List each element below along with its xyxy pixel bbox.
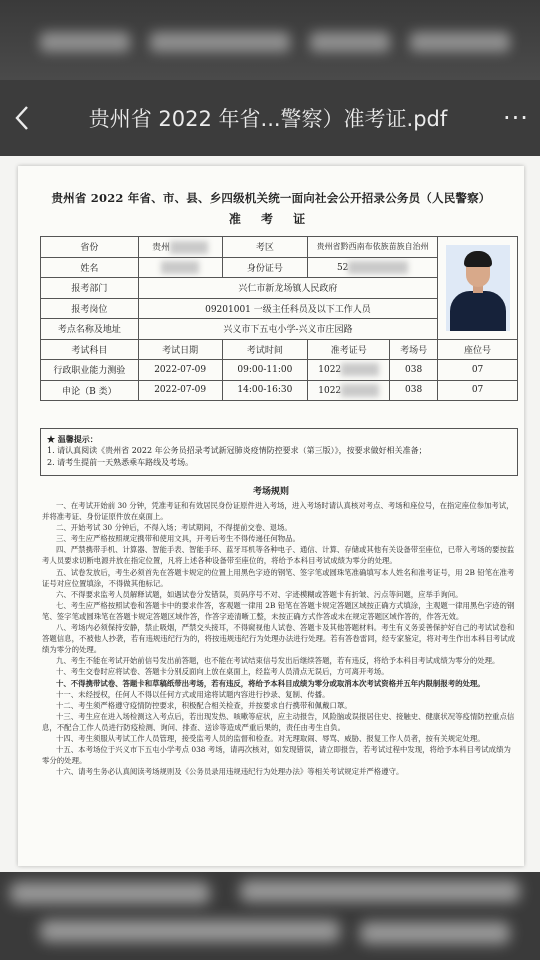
notice-line: 1. 请认真阅读《贵州省 2022 年公务员招录考试新冠肺炎疫情防控要求（第三版）》，按要求做好相关准备；: [47, 446, 427, 455]
seat-cell: 07: [438, 380, 518, 401]
notice-heading: ★ 温馨提示：: [47, 434, 98, 444]
schedule-header: 考试时间: [222, 339, 308, 360]
rule-item: 十四、考生须服从考试工作人员管理，接受监考人员的监督和检查。对无理取闹、辱骂、威胁、报复工作人员者，按有关规定处理。: [56, 733, 485, 743]
rule-item: 十五、本考场位于兴义市下五屯小学考点 038 考场，请再次核对，如发现错误，请立即报告，若考试过程中发现，将给予本科目考试成绩为零分的处理。: [42, 745, 511, 766]
time-cell: 09:00-11:00: [222, 360, 308, 381]
privacy-blur: [348, 261, 408, 274]
pdf-page: [18, 166, 524, 866]
admission-ticket-subtitle: 准 考 证: [228, 212, 314, 226]
pdf-viewport[interactable]: [0, 156, 540, 872]
ticket-cell: 1022: [308, 380, 390, 401]
privacy-blur: [170, 241, 208, 254]
room-cell: 038: [390, 380, 438, 401]
schedule-header: 准考证号: [308, 339, 390, 360]
rule-item: 六、不得要求监考人员解释试题，如遇试卷分发错误，页码序号不对、字迹模糊或答题卡有折皱、污点等问题，应举手询问。: [56, 589, 463, 599]
seat-cell: 07: [438, 360, 518, 381]
post-value: 09201001 一级主任科员及以下工作人员: [138, 298, 437, 319]
blurred-bottom-area: [0, 872, 540, 960]
rules-list: [42, 500, 516, 777]
subject-cell: 申论（B 类）: [41, 380, 139, 401]
site-value: 兴义市下五屯小学-兴义市庄园路: [138, 319, 437, 340]
back-button[interactable]: [0, 80, 44, 156]
date-cell: 2022-07-09: [138, 380, 222, 401]
schedule-header: 考试日期: [138, 339, 222, 360]
admission-info-table: [40, 236, 518, 401]
rule-item: 四、严禁携带手机、计算器、智能手表、智能手环、蓝牙耳机等各种电子、通信、计算、存储或其他有关设备带至座位，已带入考场的要按监考人员要求切断电源并放在指定位置，凡将上述各种设备带至座位的，将给予本科目考试成绩为零分的处理。: [42, 545, 515, 566]
schedule-row: [41, 360, 518, 381]
id-label: 身份证号: [222, 257, 308, 278]
candidate-photo: [446, 245, 510, 331]
rule-item: 十三、考生应在进入场检测这入考点后，若出现发热、咳嗽等症状，应主动报告，风险脑或误报居住史、接触史、健康状况等疫情防控重点信息，不配合工作人员进行防疫检测、询问、排查、送诊等造成严重后果的，责任由考生自负。: [42, 711, 515, 732]
rule-item: 三、考生应严格按照规定携带和使用文具，开考后考生不得传递任何物品。: [56, 534, 300, 544]
rule-item: 十六、请考生务必认真阅读考场规则及《公务员录用违规违纪行为处理办法》等相关考试规定并严格遵守。: [56, 767, 404, 777]
blurred-status-bar: [0, 0, 540, 80]
dept-label: 报考部门: [41, 278, 139, 299]
rules-title: 考场规则: [252, 487, 289, 497]
post-label: 报考岗位: [41, 298, 139, 319]
dept-value: 兴仁市新龙场镇人民政府: [138, 278, 437, 299]
schedule-header-row: [41, 339, 518, 360]
admission-ticket-title: 贵州省 2022 年省、市、县、乡四级机关统一面向社会公开招录公务员（人民警察）: [51, 191, 491, 205]
exam-area-value: 贵州省黔西南布依族苗族自治州: [308, 237, 438, 258]
notice-line: 2. 请考生提前一天熟悉乘车路线及考场。: [47, 458, 194, 467]
more-options-button[interactable]: ···: [503, 104, 529, 132]
chevron-left-icon: [14, 105, 30, 131]
province-value: 贵州: [138, 237, 222, 258]
rule-item: 二、开始考试 30 分钟后，不得入场；考试期间，不得提前交卷、退场。: [56, 523, 292, 533]
schedule-row: [41, 380, 518, 401]
date-cell: 2022-07-09: [138, 360, 222, 381]
rule-item: 一、在考试开始前 30 分钟，凭准考证和有效居民身份证原件进入考场，进入考场时请认真核对考点、考场和座位号，在指定座位参加考试，并将准考证、身份证原件放在桌面上。: [42, 501, 514, 522]
schedule-header: 座位号: [438, 339, 518, 360]
rule-item: 十、不得携带试卷、答题卡和草稿纸带出考场，若有违反，将给予本科目成绩为零分或取消本次考试资格并五年内限制报考的处理。: [56, 678, 485, 688]
exam-area-label: 考区: [222, 237, 308, 258]
schedule-header: 考场号: [390, 339, 438, 360]
rule-item: 五、试卷发放后，考生必须首先在答题卡规定的位置上用黑色字迹的钢笔、签字笔或圆珠笔准确填写本人姓名和准考证号，用 2B 铅笔在准考证号对应位置填涂，不得做其他标记。: [42, 567, 515, 588]
rule-item: 十二、考生须严格遵守疫情防控要求，积极配合相关检查，并按要求自行携带和佩戴口罩。: [56, 700, 352, 710]
province-label: 省份: [41, 237, 139, 258]
subject-cell: 行政职业能力测验: [41, 360, 139, 381]
rule-item: 十一、未经授权，任何人不得以任何方式或用途将试题内容进行抄录、复制、传播。: [56, 689, 330, 699]
privacy-blur: [161, 261, 199, 274]
rule-item: 九、考生不能在考试开始前信号发出前答题，也不能在考试结束信号发出后继续答题，若有违反，将给予本科目考试成绩为零分的处理。: [56, 656, 500, 666]
rule-item: 十、考生交卷时应将试卷、答题卡分别反面向上放在桌面上，经监考人员清点无误后，方可离开考场。: [56, 667, 389, 677]
room-cell: 038: [390, 360, 438, 381]
name-value: [138, 257, 222, 278]
rule-item: 七、考生应严格按照试卷和答题卡中的要求作答，客观题一律用 2B 铅笔在答题卡规定答题区域按正确方式填涂，主观题一律用黑色字迹的钢笔、签字笔或圆珠笔在答题卡规定答题区域作答，作答字迹清晰工整，未按正确方式作答或未在规定答题区域作答的，作答无效。: [42, 600, 515, 621]
photo-cell: [438, 237, 518, 340]
document-title: 贵州省 2022 年省...警察）准考证.pdf: [88, 107, 448, 131]
privacy-blur: [341, 363, 379, 376]
ticket-cell: 1022: [308, 360, 390, 381]
notice-box: [40, 428, 518, 476]
privacy-blur: [341, 384, 379, 397]
viewer-toolbar: [0, 80, 540, 156]
schedule-header: 考试科目: [41, 339, 139, 360]
name-label: 姓名: [41, 257, 139, 278]
time-cell: 14:00-16:30: [222, 380, 308, 401]
site-label: 考点名称及地址: [41, 319, 139, 340]
rule-item: 八、考场内必须保持安静，禁止吸烟，严禁交头接耳，不得窥视他人试卷、答题卡及其他答题材料。考生有义务妥善保护好自己的考试试卷和答题信息，不被他人抄袭，若有违规违纪行为的，将按违规违纪行为处理办法进行处理。若有答卷雷同，经专家鉴定，将对考生作出本科目考试成绩为零分的处理。: [42, 623, 516, 655]
id-value: 52: [308, 257, 438, 278]
